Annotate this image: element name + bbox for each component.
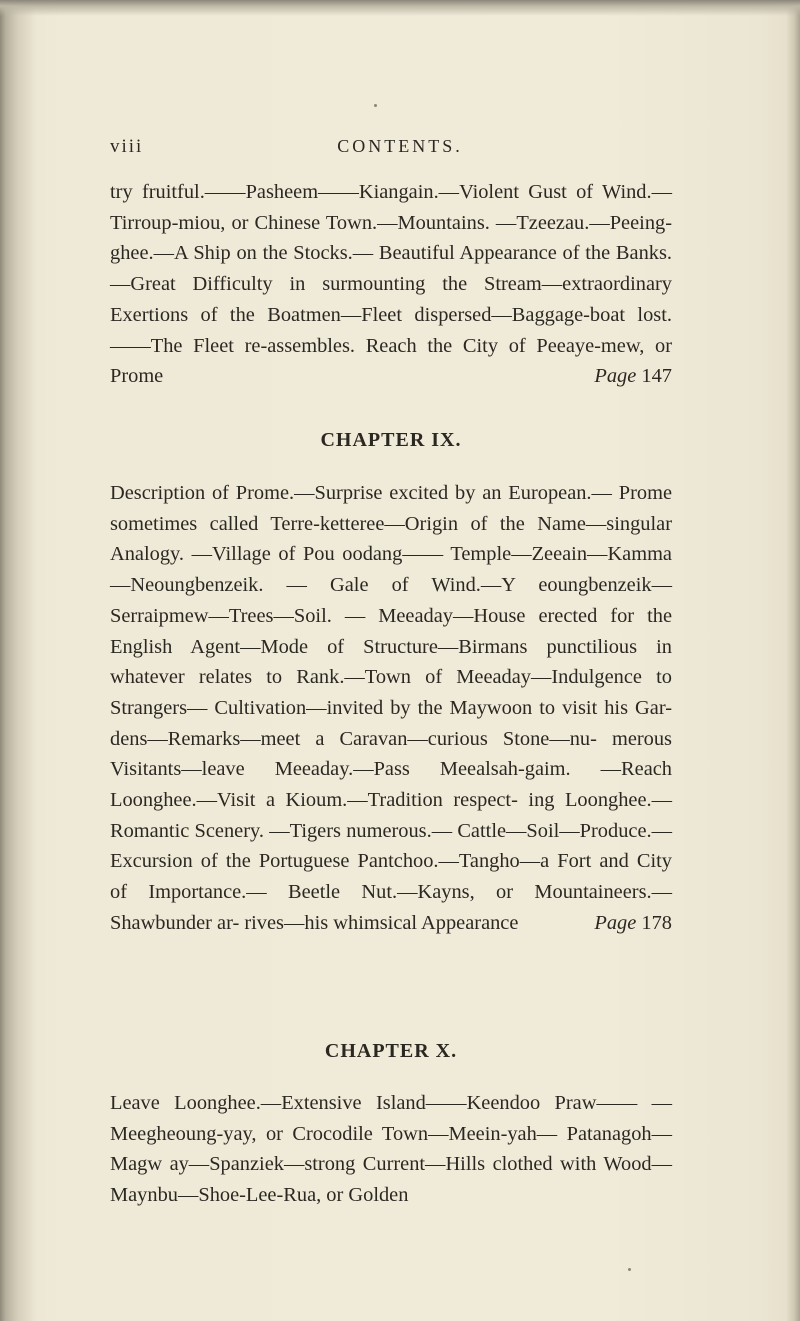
page-header [110,136,690,160]
paper-speck [628,1268,631,1271]
entry-text: try fruitful.——Pasheem——Kiangain.—Violent Gust of Wind.—Tirroup-miou, or Chinese Town.—Mountains. —Tzeezau.—Peeing-ghee.—A Ship on the Stocks.— Beautiful Appearance of the Banks.—Great Difficulty in surmounting the Stream—extraordinary Exertions of the Boatmen—Fleet dispersed—Baggage-boat lost.——The Fleet re-assembles. Reach the City of Peeaye-mew, or Prome [110,181,672,388]
contents-entry-chapter-8-end [110,177,672,392]
page-shadow-right [786,0,800,1321]
page-shadow-top [0,0,800,16]
page-number: 178 [641,911,672,934]
page-folio: viii [110,136,144,157]
paper-speck [374,104,377,107]
page-number: 147 [641,365,672,388]
page-label: Page [594,911,637,934]
page-reference [594,361,672,392]
entry-text: Description of Prome.—Surprise excited by an European.— Prome sometimes called Terre-ketteree—Origin of the Name—singular Analogy. —Village of Pou oodang—— Temple—Zeeain—Kamma—Neoungbenzeik. — Gale of Wind.—Y eoungbenzeik— Serraipmew—Trees—Soil. — Meeaday—House erected for the English Agent—Mode of Structure—Birmans punctilious in whatever relates to Rank.—Town of Meeaday—Indulgence to Strangers— Cultivation—invited by the Maywoon to visit his Gar- dens—Remarks—meet a Caravan—curious Stone—nu- merous Visitants—leave Meeaday.—Pass Meealsah-gaim. —Reach Loonghee.—Visit a Kioum.—Tradition respect- ing Loonghee.—Romantic Scenery. —Tigers numerous.— Cattle—Soil—Produce.—Excursion of the Portuguese Pantchoo.—Tangho—a Fort and City of Importance.— Beetle Nut.—Kayns, or Mountaineers.—Shawbunder ar- rives—his whimsical Appearance [110,482,672,934]
running-title: CONTENTS. [337,136,463,156]
entry-text: Leave Loonghee.—Extensive Island——Keendoo Praw—— —Meegheoung-yay, or Crocodile Town—Meein-yah— Patanagoh—Magw ay—Spanziek—strong Current—Hills clothed with Wood—Maynbu—Shoe-Lee-Rua, or Golden [110,1092,672,1207]
page-shadow-left [0,0,36,1321]
contents-entry-chapter-10 [110,1088,672,1211]
chapter-heading-9: CHAPTER IX. [320,429,462,451]
chapter-heading-10: CHAPTER X. [324,1040,458,1062]
page-reference [594,908,672,939]
contents-entry-chapter-9 [110,478,672,939]
page-label: Page [594,365,637,388]
